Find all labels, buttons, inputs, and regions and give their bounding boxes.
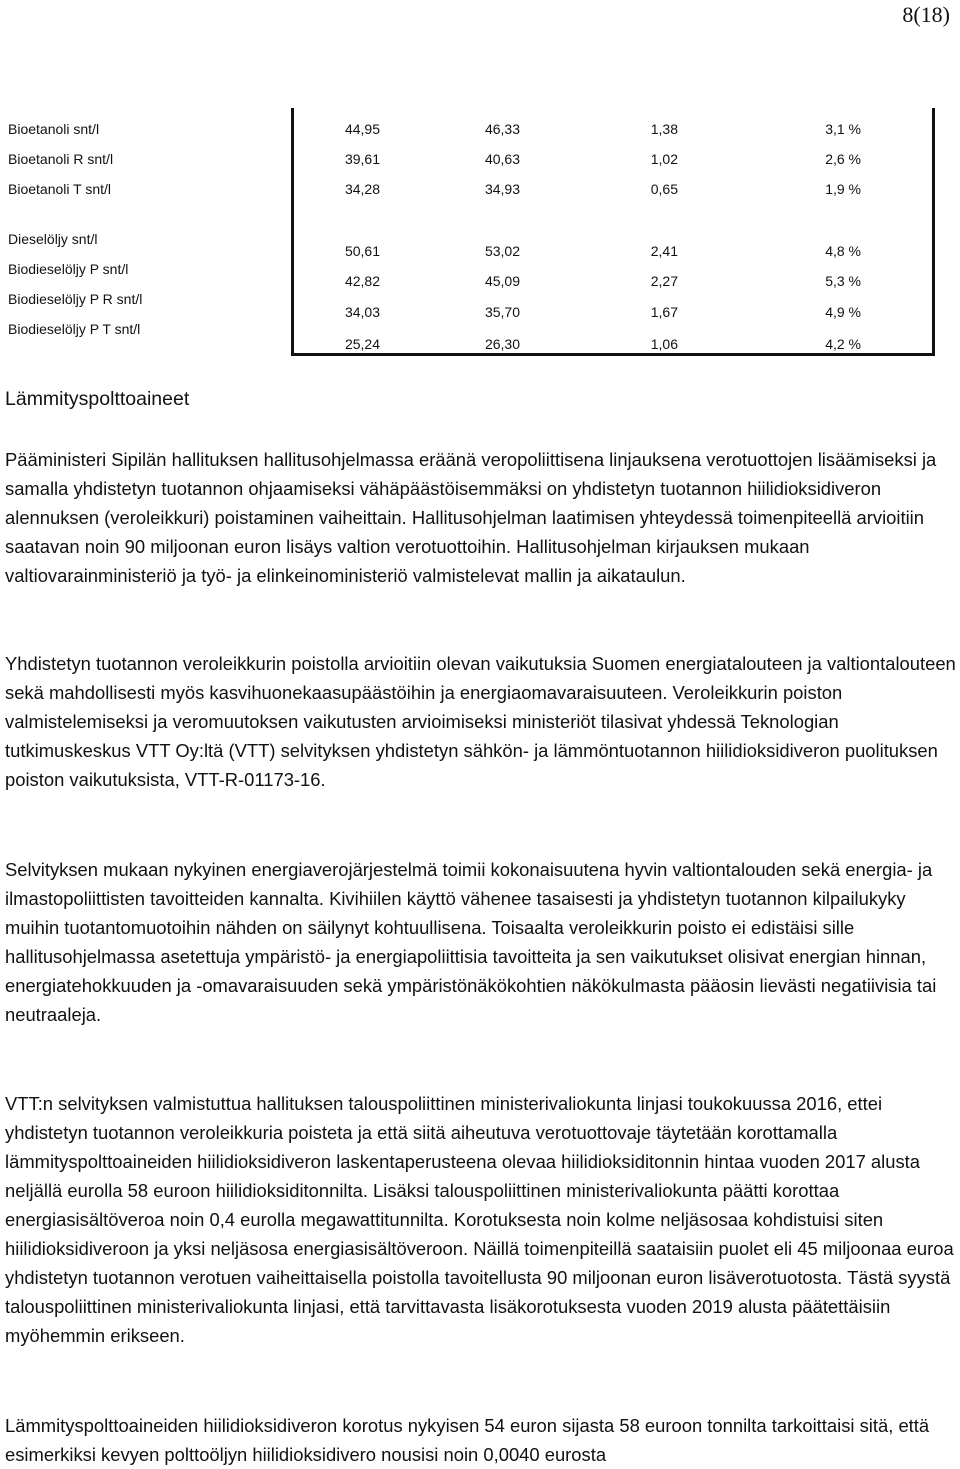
table-cell: 0,65 <box>650 181 678 197</box>
table-cell: 2,41 <box>650 243 678 259</box>
table-cell: 1,06 <box>650 336 678 352</box>
paragraph-2: Yhdistetyn tuotannon veroleikkurin poistolla arvioitiin olevan vaikutuksia Suomen energiatalouteen ja valtiontalouteen sekä mahdollisesti myös kasvihuonekaasupäästöihin ja energiaomavaraisuuteen. Veroleikkurin poiston valmistelemiseksi ja veromuutoksen vaikutusten arvioimiseksi ministeriöt tilasivat yhdessä Teknologian tutkimuskeskus VTT Oy:ltä (VTT) selvityksen yhdistetyn sähkön- ja lämmöntuotannon hiilidioksidiveron puolituksen poiston vaikutuksista, VTT-R-01173-16. <box>5 653 956 790</box>
table-row-label: Bioetanoli snt/l <box>8 121 100 137</box>
table-cell: 2,27 <box>650 273 678 289</box>
table-cell: 1,02 <box>650 151 678 167</box>
table-cell: 53,02 <box>484 243 520 259</box>
table-cell: 4,9 % <box>825 304 861 320</box>
table-cell: 40,63 <box>484 151 520 167</box>
table-cell: 34,93 <box>484 181 520 197</box>
table-row-label: Biodieselöljy P R snt/l <box>8 291 143 307</box>
table-border-left <box>291 108 294 356</box>
paragraph-5: Lämmityspolttoaineiden hiilidioksidiveron korotus nykyisen 54 euron sijasta 58 euroon tonnilta tarkoittaisi sitä, että esimerkiksi kevyen polttoöljyn hiilidioksidivero nousisi noin 0,0040 eurosta <box>5 1415 930 1465</box>
table-cell: 34,28 <box>344 181 380 197</box>
table-cell: 35,70 <box>484 304 520 320</box>
table-border-bottom <box>291 353 935 356</box>
table-cell: 44,95 <box>344 121 380 137</box>
paragraph-1: Pääministeri Sipilän hallituksen hallitusohjelmassa eräänä veropoliittisena linjauksena verotuottojen lisäämiseksi ja samalla yhdistetyn tuotannon ohjaamiseksi vähäpäästöisemmäksi on yhdistetyn tuotannon hiilidioksidiveron alennuksen (veroleikkuri) poistaminen vaiheittain. Hallitusohjelman laatimisen yhteydessä toimenpiteellä arvioitiin saatavan noin 90 miljoonan euron lisäys valtion verotuottoihin. Hallitusohjelman kirjauksen mukaan valtiovarainministeriö ja työ- ja elinkeinoministeriö valmistelevat mallin ja aikataulun. <box>5 449 937 586</box>
table-cell: 2,6 % <box>825 151 861 167</box>
table-row-label: Biodieselöljy P snt/l <box>8 261 129 277</box>
fuel-tax-table <box>0 0 960 380</box>
table-cell: 46,33 <box>484 121 520 137</box>
table-cell: 1,9 % <box>825 181 861 197</box>
table-cell: 25,24 <box>344 336 380 352</box>
paragraph-3: Selvityksen mukaan nykyinen energiaverojärjestelmä toimii kokonaisuutena hyvin valtiontalouden sekä energia- ja ilmastopoliittisten tavoitteiden kannalta. Kivihiilen käyttö vähenee tasaisesti ja yhdistetyn tuotannon kilpailukyky muihin tuotantomuotoihin nähden on säilynyt kohtuullisena. Toisaalta veroleikkurin poisto ei edistäisi sille hallitusohjelmassa asetettuja ympäristö- ja energiapoliittisia tavoitteita ja sen vaikutukset olisivat energian hinnan, energiatehokkuuden ja -omavaraisuuden sekä ympäristönäkökohtien näkökulmasta pääosin lievästi negatiivisia tai neutraaleja. <box>5 859 937 1025</box>
table-cell: 4,2 % <box>825 336 861 352</box>
table-cell: 34,03 <box>344 304 380 320</box>
table-cell: 50,61 <box>344 243 380 259</box>
table-row-label: Bioetanoli T snt/l <box>8 181 111 197</box>
table-cell: 42,82 <box>344 273 380 289</box>
table-row-label: Bioetanoli R snt/l <box>8 151 114 167</box>
paragraph-4: VTT:n selvityksen valmistuttua hallituksen talouspoliittinen ministerivaliokunta linjasi toukokuussa 2016, ettei yhdistetyn tuotannon veroleikkuria poisteta ja että siitä aiheutuva verotuottovaje täytetään korottamalla lämmityspolttoaineiden hiilidioksidiveron laskentaperusteena olevaa hiilidioksiditonnin hintaa vuoden 2017 alusta neljällä eurolla 58 euroon hiilidioksiditonnilta. Lisäksi talouspoliittinen ministerivaliokunta päätti korottaa energiasisältöveroa noin 0,4 eurolla megawattitunnilta. Korotuksesta noin kolme neljäsosaa kohdistuisi siten hiilidioksidiveroon ja yksi neljäsosa energiasisältöveroon. Näillä toimenpiteillä saataisiin puolet eli 45 miljoonaa euroa yhdistetyn tuotannon verotuen vaiheittaisella poistolla tavoitellusta 90 miljoonan euron lisäverotuotosta. Tästä syystä talouspoliittinen ministerivaliokunta linjasi, että tarvittavasta lisäkorotuksesta vuoden 2019 alusta päätettäisiin myöhemmin erikseen. <box>5 1093 954 1346</box>
table-border-right <box>932 108 935 356</box>
table-cell: 1,67 <box>650 304 678 320</box>
table-cell: 3,1 % <box>825 121 861 137</box>
table-cell: 26,30 <box>484 336 520 352</box>
table-cell: 5,3 % <box>825 273 861 289</box>
table-cell: 39,61 <box>344 151 380 167</box>
section-heading: Lämmityspolttoaineet <box>5 388 190 410</box>
table-cell: 1,38 <box>650 121 678 137</box>
table-cell: 45,09 <box>484 273 520 289</box>
table-cell: 4,8 % <box>825 243 861 259</box>
table-row-label: Dieselöljy snt/l <box>8 231 98 247</box>
table-row-label: Biodieselöljy P T snt/l <box>8 321 141 337</box>
page-number: 8(18) <box>902 2 950 27</box>
